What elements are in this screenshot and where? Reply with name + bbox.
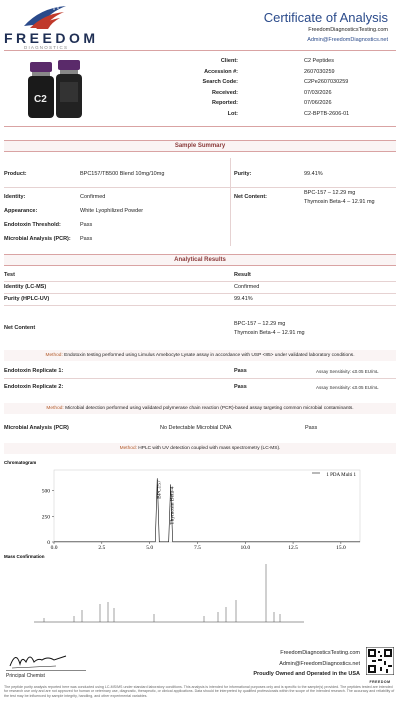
microbial-result: Pass bbox=[305, 425, 318, 431]
net-content-label: Net Content: bbox=[234, 194, 267, 200]
y-tick-label: 0 bbox=[47, 540, 50, 546]
qr-code-graphic bbox=[366, 647, 394, 675]
microbial-analysis-label: Microbial Analysis (PCR): bbox=[4, 236, 71, 242]
client-info-row bbox=[8, 58, 388, 68]
logo-subtext: DIAGNOSTICS bbox=[24, 45, 69, 50]
client-info-value: 2607030259 bbox=[304, 68, 335, 75]
row-divider bbox=[4, 293, 396, 294]
endotoxin-method-note bbox=[4, 350, 396, 361]
endotoxin-rep2-sensitivity: Assay Sensitivity: ≤0.05 EU/mL bbox=[316, 385, 379, 390]
product-value: BPC157/TB500 Blend 10mg/10mg bbox=[80, 171, 165, 177]
microbial-analysis-label: Microbial Analysis (PCR) bbox=[4, 425, 69, 431]
method-label: Method: bbox=[46, 406, 64, 411]
client-info-label: Lot: bbox=[227, 110, 238, 117]
sample-summary-title: Sample Summary bbox=[4, 140, 396, 152]
method-label: Method: bbox=[45, 353, 63, 358]
disclaimer-text: The peptide purity analysis reported here was conducted using LC-MS/MS under standard laboratory conditions. This analysis is intended for informational purposes only and is specific to the sample(s) provided. The peptides tested are intended for research use only and are not approved for human or veterinary use, diagnostic, therapeutic, or clinical applications. Data should be interpreted by qualified professionals within the scope of the intended research. The accuracy and reliability of the test may be influenced by sample integrity, handling, and other experimental variables. bbox=[4, 685, 395, 698]
client-info-row bbox=[8, 111, 388, 121]
appearance-label: Appearance: bbox=[4, 208, 38, 214]
chart-title: Chromatogram bbox=[4, 460, 37, 465]
certificate-title: Certificate of Analysis bbox=[263, 10, 388, 25]
purity-value: 99.41% bbox=[304, 171, 323, 177]
method-text: HPLC with UV detection coupled with mass spectrometry (LC-MS). bbox=[136, 446, 281, 451]
product-label: Product: bbox=[4, 171, 27, 177]
endotoxin-rep1-label: Endotoxin Replicate 1: bbox=[4, 368, 64, 374]
net-content-tb4: Thymosin Beta-4 – 12.91 mg bbox=[304, 199, 375, 205]
x-tick-label: 7.5 bbox=[194, 545, 201, 550]
header-divider bbox=[4, 50, 396, 51]
client-info-label: Accession #: bbox=[204, 68, 238, 75]
col-test-header: Test bbox=[4, 272, 15, 278]
endotoxin-threshold-label: Endotoxin Threshold: bbox=[4, 222, 61, 228]
footer-owned-text: Proudly Owned and Operated in the USA bbox=[253, 671, 360, 677]
qr-code-icon[interactable] bbox=[366, 647, 394, 684]
client-info-value: C2-BPTB-2606-01 bbox=[304, 110, 350, 117]
qr-label: FREEDOM bbox=[369, 680, 391, 684]
endotoxin-rep2-label: Endotoxin Replicate 2: bbox=[4, 384, 64, 390]
y-tick-label: 250 bbox=[41, 514, 50, 521]
client-info-value: 07/06/2026 bbox=[304, 100, 332, 106]
signature-line bbox=[6, 670, 86, 671]
appearance-value: White Lyophilized Powder bbox=[80, 208, 144, 214]
client-info-row bbox=[8, 100, 388, 110]
x-tick-label: 2.5 bbox=[98, 545, 106, 550]
signature-image bbox=[8, 648, 68, 672]
chromatogram-chart bbox=[4, 458, 396, 550]
peak-label: BPC157 bbox=[156, 480, 163, 499]
client-info-label: Search Code: bbox=[202, 79, 238, 85]
x-tick-label: 5.0 bbox=[146, 545, 154, 550]
divider bbox=[4, 126, 396, 127]
vial-label: C2 bbox=[34, 94, 47, 105]
logo-text: FREEDOM bbox=[4, 30, 99, 46]
y-tick-label: 500 bbox=[41, 488, 50, 495]
result-row-result: 99.41% bbox=[234, 296, 253, 302]
client-info-row bbox=[8, 90, 388, 100]
net-content-tb4: Thymosin Beta-4 – 12.91 mg bbox=[234, 330, 305, 336]
hplc-method-note bbox=[4, 443, 396, 454]
plot-frame bbox=[54, 470, 360, 542]
net-content-label: Net Content bbox=[4, 325, 36, 331]
x-tick-label: 10.0 bbox=[240, 545, 251, 550]
endotoxin-rep2-result: Pass bbox=[234, 384, 247, 390]
client-info-value: C2 Peptides bbox=[304, 58, 334, 64]
client-info-label: Client: bbox=[220, 58, 238, 64]
row-divider bbox=[4, 305, 396, 306]
row-divider bbox=[4, 187, 396, 188]
x-tick-label: 0.0 bbox=[50, 545, 58, 550]
client-info-row bbox=[8, 69, 388, 79]
row-divider bbox=[4, 281, 396, 282]
chromatogram-trace bbox=[54, 478, 360, 542]
result-row-test: Identity (LC-MS) bbox=[4, 284, 47, 290]
chemist-title: Principal Chemist bbox=[6, 673, 45, 679]
microbial-dna-value: No Detectable Microbial DNA bbox=[160, 425, 232, 431]
method-text: Microbial detection performed using validated polymerase chain reaction (PCR)-based assay targeting common microbial contaminants. bbox=[63, 406, 354, 411]
client-info-value: C2Pe2607030259 bbox=[304, 79, 349, 85]
identity-value: Confirmed bbox=[80, 194, 106, 200]
footer-email-link[interactable]: Admin@FreedomDiagnostics.net bbox=[279, 661, 360, 667]
purity-label: Purity: bbox=[234, 171, 252, 177]
x-tick-label: 15.0 bbox=[336, 545, 346, 550]
method-label: Method: bbox=[119, 446, 137, 451]
result-row-test: Purity (HPLC-UV) bbox=[4, 296, 50, 302]
peak-label: Thymosin Beta-4 bbox=[169, 486, 176, 525]
net-content-bpc: BPC-157 – 12.29 mg bbox=[304, 190, 356, 196]
mass-confirmation-chart bbox=[4, 552, 396, 636]
chart-title: Mass Confirmation bbox=[4, 554, 45, 559]
client-info-value: 07/03/2026 bbox=[304, 89, 332, 96]
footer-website-link[interactable]: FreedomDiagnosticsTesting.com bbox=[280, 650, 360, 656]
col-result-header: Result bbox=[234, 272, 251, 278]
x-tick-label: 12.5 bbox=[288, 545, 298, 550]
microbial-method-note bbox=[4, 403, 396, 414]
client-info-row bbox=[8, 79, 388, 89]
header-website-link[interactable]: FreedomDiagnosticsTesting.com bbox=[308, 27, 388, 33]
header-email-link[interactable]: Admin@FreedomDiagnostics.net bbox=[307, 37, 388, 43]
net-content-bpc: BPC-157 – 12.29 mg bbox=[234, 321, 286, 327]
result-row-result: Confirmed bbox=[234, 284, 260, 290]
endotoxin-rep1-sensitivity: Assay Sensitivity: ≤0.05 EU/mL bbox=[316, 369, 379, 374]
client-info-label: Received: bbox=[212, 89, 238, 96]
identity-label: Identity: bbox=[4, 194, 26, 200]
flag-logo-icon bbox=[20, 4, 70, 30]
method-text: Endotoxin testing performed using Limulus Amebocyte Lysate assay in accordance with USP <85> under validated laboratory conditions. bbox=[62, 353, 355, 358]
row-divider bbox=[4, 378, 396, 379]
column-divider bbox=[230, 158, 231, 246]
chart-legend: 1 PDA Multi 1 bbox=[326, 473, 356, 478]
endotoxin-threshold-value: Pass bbox=[80, 222, 93, 228]
endotoxin-rep1-result: Pass bbox=[234, 368, 247, 374]
microbial-analysis-value: Pass bbox=[80, 236, 93, 242]
client-info-label: Reported: bbox=[212, 100, 238, 106]
analytical-results-title: Analytical Results bbox=[4, 254, 396, 266]
